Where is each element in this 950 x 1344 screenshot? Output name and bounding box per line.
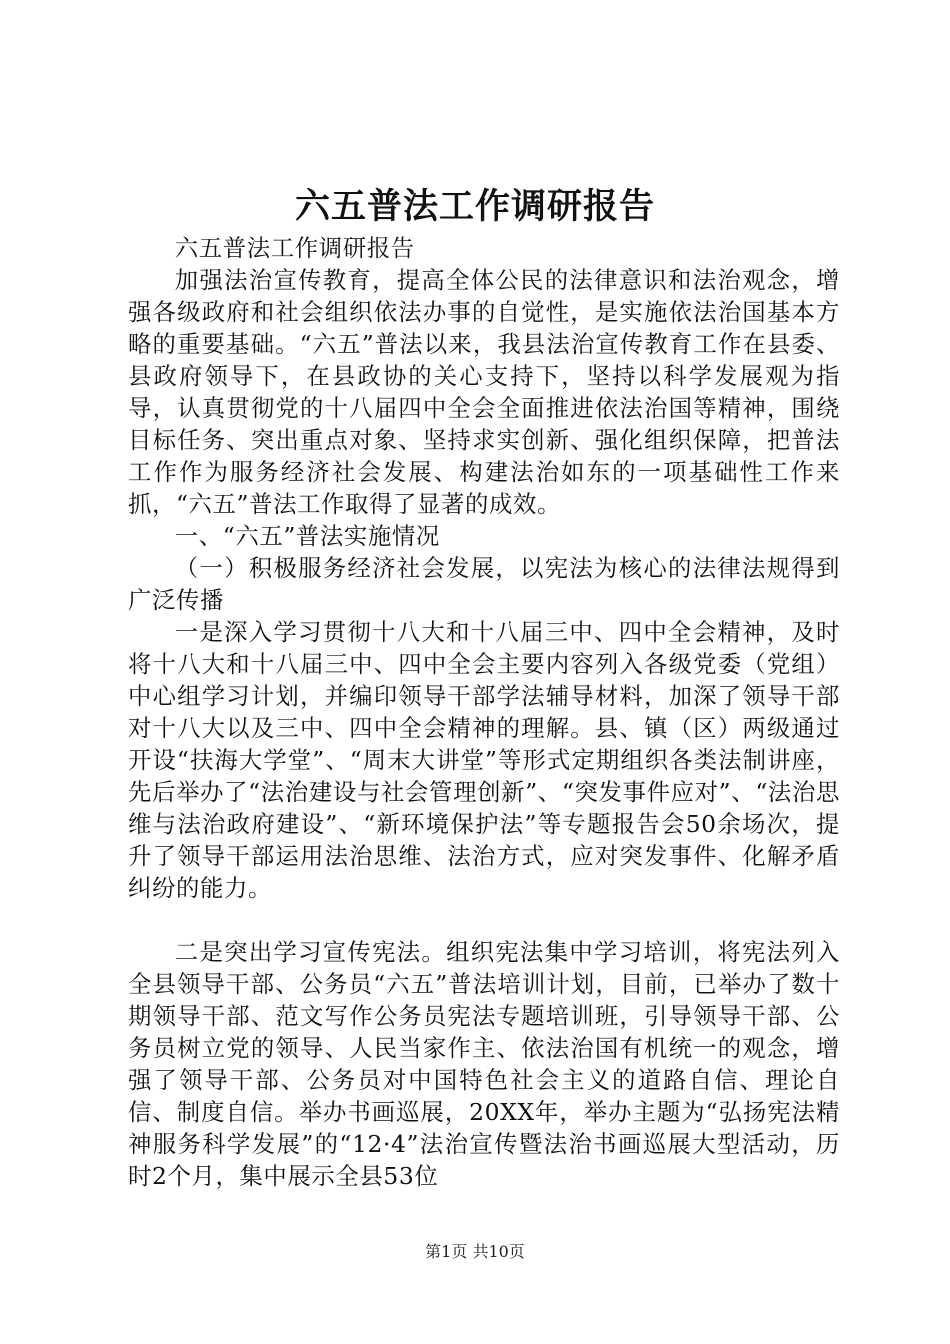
document-title: 六五普法工作调研报告 xyxy=(294,186,655,227)
paragraph-subtitle: 六五普法工作调研报告 xyxy=(174,234,415,262)
paragraph-point-two: 二是突出学习宣传宪法。组织宪法集中学习培训，将宪法列入全县领导干部、公务员“六五”普法培训计划，目前，已举办了数十期领导干部、范文写作公务员宪法专题培训班，引导领导干部、公务员树立党的领导、人民当家作主、依法治国有机统一的观念，增强了领导干部、公务员对中国特色社会主义的道路自信、理论自信、制度自信。举办书画巡展，20XX年，举办主题为“弘扬宪法精神服务科学发展”的“12·4”法治宣传暨法治书画巡展大型活动，历时2个月，集中展示全县53位 xyxy=(128,938,840,1190)
section-heading: 一、“六五”普法实施情况 xyxy=(174,522,440,550)
subsection-heading: （一）积极服务经济社会发展，以宪法为核心的法律法规得到广泛传播 xyxy=(128,554,840,614)
page-number-footer: 第1页 共10页 xyxy=(425,1242,525,1261)
paragraph-point-one: 一是深入学习贯彻十八大和十八届三中、四中全会精神，及时将十八大和十八届三中、四中全会主要内容列入各级党委（党组）中心组学习计划，并编印领导干部学法辅导材料，加深了领导干部对十八大以及三中、四中全会精神的理解。县、镇（区）两级通过开设“扶海大学堂”、“周末大讲堂”等形式定期组织各类法制讲座，先后举办了“法治建设与社会管理创新”、“突发事件应对”、“法治思维与法治政府建设”、“新环境保护法”等专题报告会50余场次，提升了领导干部运用法治思维、法治方式，应对突发事件、化解矛盾纠纷的能力。 xyxy=(128,618,840,902)
document-body xyxy=(128,232,840,1192)
paragraph-intro: 加强法治宣传教育，提高全体公民的法律意识和法治观念，增强各级政府和社会组织依法办事的自觉性，是实施依法治国基本方略的重要基础。“六五”普法以来，我县法治宣传教育工作在县委、县政府领导下，在县政协的关心支持下，坚持以科学发展观为指导，认真贯彻党的十八届四中全会全面推进依法治国等精神，围绕目标任务、突出重点对象、坚持求实创新、强化组织保障，把普法工作作为服务经济社会发展、构建法治如东的一项基础性工作来抓，“六五”普法工作取得了显著的成效。 xyxy=(128,266,840,518)
